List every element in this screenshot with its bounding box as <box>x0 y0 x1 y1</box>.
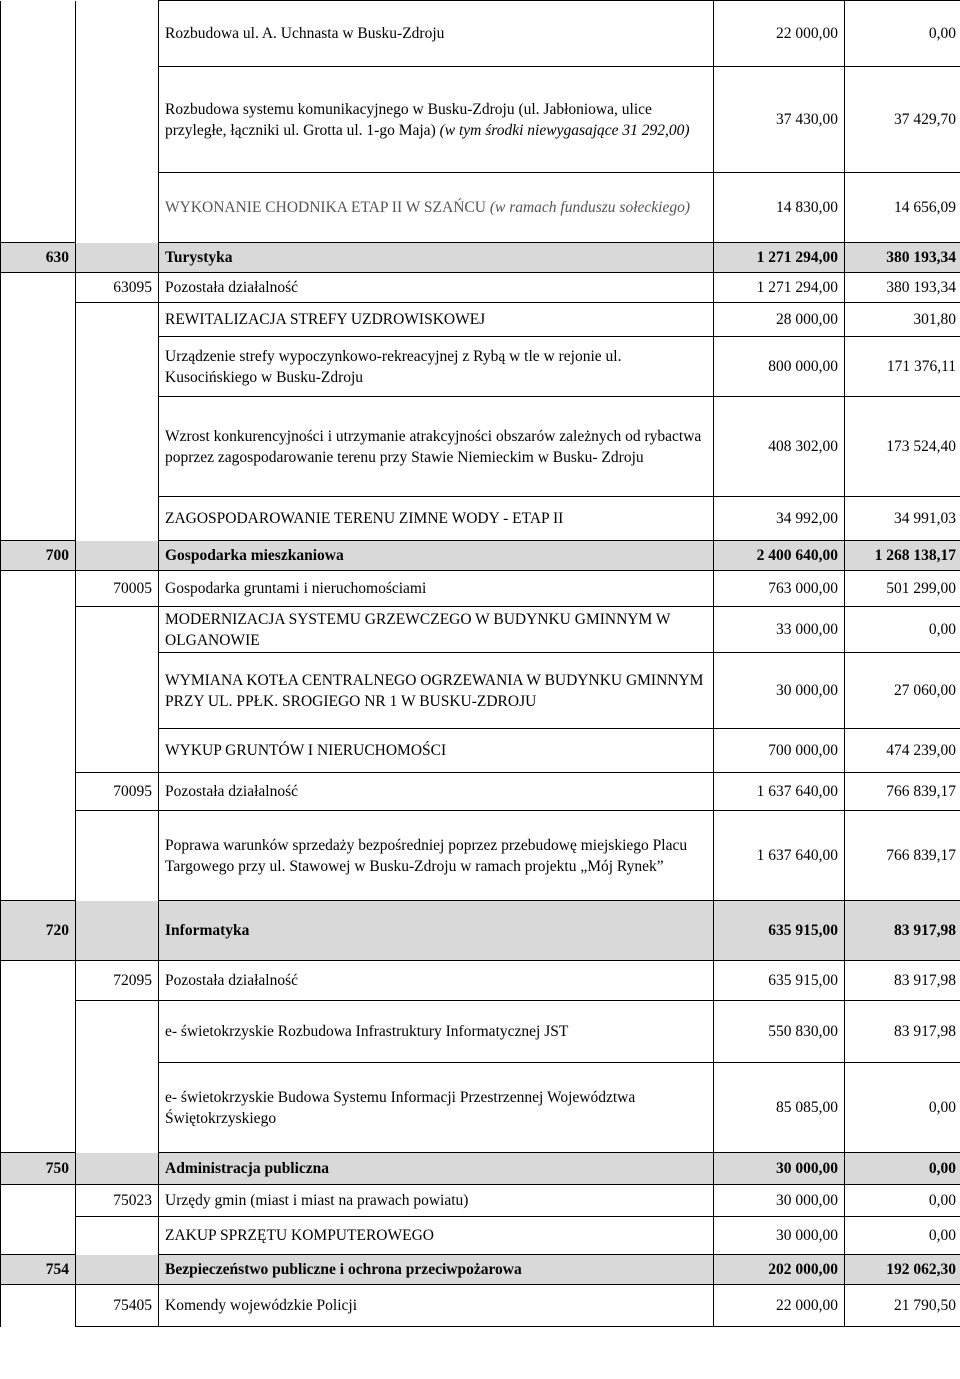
subsection-code <box>76 1063 159 1153</box>
section-row <box>1 243 960 273</box>
item-row <box>1 173 960 243</box>
section-code <box>1 773 76 811</box>
executed-amount: 37 429,70 <box>845 67 960 173</box>
subsection-row <box>1 571 960 607</box>
item-name <box>159 273 714 303</box>
plan-amount: 22 000,00 <box>714 1285 845 1327</box>
item-name-text: Bezpieczeństwo publiczne i ochrona przeciwpożarowa <box>165 1261 522 1278</box>
subsection-code: 70095 <box>76 773 159 811</box>
plan-amount: 30 000,00 <box>714 653 845 729</box>
plan-amount: 1 637 640,00 <box>714 811 845 901</box>
section-code <box>1 1 76 67</box>
item-name-text: e- świetokrzyskie Budowa Systemu Informacji Przestrzennej Województwa Świętokrzyskiego <box>165 1088 636 1127</box>
item-name <box>159 243 714 273</box>
item-name <box>159 1285 714 1327</box>
subsection-row <box>1 773 960 811</box>
subsection-code <box>76 901 159 961</box>
plan-amount: 33 000,00 <box>714 607 845 653</box>
item-name-text: Pozostała działalność <box>165 972 298 989</box>
executed-amount: 474 239,00 <box>845 729 960 773</box>
item-row <box>1 337 960 397</box>
executed-amount: 0,00 <box>845 1 960 67</box>
subsection-code <box>76 303 159 337</box>
item-name <box>159 497 714 541</box>
item-name <box>159 901 714 961</box>
item-row <box>1 1 960 67</box>
section-code <box>1 961 76 1001</box>
item-name <box>159 1217 714 1255</box>
executed-amount: 766 839,17 <box>845 811 960 901</box>
executed-amount: 34 991,03 <box>845 497 960 541</box>
item-name-text: MODERNIZACJA SYSTEMU GRZEWCZEGO W BUDYNKU GMINNYM W OLGANOWIE <box>165 610 671 649</box>
plan-amount: 700 000,00 <box>714 729 845 773</box>
executed-amount: 301,80 <box>845 303 960 337</box>
subsection-code: 70005 <box>76 571 159 607</box>
executed-amount: 1 268 138,17 <box>845 541 960 571</box>
subsection-code <box>76 1 159 67</box>
section-code <box>1 811 76 901</box>
subsection-code <box>76 1255 159 1285</box>
executed-amount: 501 299,00 <box>845 571 960 607</box>
plan-amount: 1 271 294,00 <box>714 273 845 303</box>
executed-amount: 173 524,40 <box>845 397 960 497</box>
item-name-text: Administracja publiczna <box>165 1160 330 1177</box>
item-row <box>1 811 960 901</box>
plan-amount: 635 915,00 <box>714 901 845 961</box>
item-name-text: e- świetokrzyskie Rozbudowa Infrastruktury Informatycznej JST <box>165 1023 569 1040</box>
plan-amount: 28 000,00 <box>714 303 845 337</box>
section-row <box>1 1255 960 1285</box>
executed-amount: 0,00 <box>845 1063 960 1153</box>
plan-amount: 635 915,00 <box>714 961 845 1001</box>
subsection-code <box>76 729 159 773</box>
section-code <box>1 729 76 773</box>
section-code <box>1 397 76 497</box>
item-row <box>1 303 960 337</box>
section-code <box>1 1217 76 1255</box>
plan-amount: 30 000,00 <box>714 1153 845 1185</box>
plan-amount: 85 085,00 <box>714 1063 845 1153</box>
section-code: 754 <box>1 1255 76 1285</box>
executed-amount: 83 917,98 <box>845 901 960 961</box>
plan-amount: 34 992,00 <box>714 497 845 541</box>
item-name <box>159 571 714 607</box>
item-note: (w tym środki niewygasające 31 292,00) <box>439 121 690 139</box>
section-code <box>1 607 76 653</box>
item-row <box>1 1217 960 1255</box>
section-code: 700 <box>1 541 76 571</box>
executed-amount: 380 193,34 <box>845 273 960 303</box>
subsection-code <box>76 607 159 653</box>
subsection-code <box>76 397 159 497</box>
plan-amount: 30 000,00 <box>714 1185 845 1217</box>
item-name-text: WYKUP GRUNTÓW I NIERUCHOMOŚCI <box>165 742 447 759</box>
section-code <box>1 337 76 397</box>
plan-amount: 14 830,00 <box>714 173 845 243</box>
plan-amount: 202 000,00 <box>714 1255 845 1285</box>
executed-amount: 171 376,11 <box>845 337 960 397</box>
section-code <box>1 173 76 243</box>
item-name-text: ZAGOSPODAROWANIE TERENU ZIMNE WODY - ETAP II <box>165 510 564 527</box>
item-name <box>159 1001 714 1063</box>
plan-amount: 1 637 640,00 <box>714 773 845 811</box>
item-row <box>1 397 960 497</box>
item-name-text: Rozbudowa ul. A. Uchnasta w Busku-Zdroju <box>165 25 445 42</box>
section-code <box>1 653 76 729</box>
subsection-code <box>76 1217 159 1255</box>
section-code <box>1 1285 76 1327</box>
item-row <box>1 497 960 541</box>
subsection-code <box>76 173 159 243</box>
plan-amount: 30 000,00 <box>714 1217 845 1255</box>
section-code <box>1 303 76 337</box>
item-name <box>159 773 714 811</box>
subsection-code: 75023 <box>76 1185 159 1217</box>
subsection-code <box>76 541 159 571</box>
section-code <box>1 571 76 607</box>
executed-amount: 380 193,34 <box>845 243 960 273</box>
item-note: (w ramach funduszu sołeckiego) <box>489 199 690 216</box>
item-name-text: Turystyka <box>165 249 233 266</box>
item-name <box>159 1063 714 1153</box>
executed-amount: 83 917,98 <box>845 961 960 1001</box>
subsection-code <box>76 243 159 273</box>
plan-amount: 22 000,00 <box>714 1 845 67</box>
item-name-text: Komendy wojewódzkie Policji <box>165 1297 357 1314</box>
item-name-text: Gospodarka mieszkaniowa <box>165 547 344 564</box>
item-row <box>1 729 960 773</box>
item-name <box>159 337 714 397</box>
item-name <box>159 397 714 497</box>
section-code <box>1 1063 76 1153</box>
item-row <box>1 607 960 653</box>
executed-amount: 192 062,30 <box>845 1255 960 1285</box>
item-name-text: Pozostała działalność <box>165 783 298 800</box>
item-name-text: Urzędy gmin (miast i miast na prawach powiatu) <box>165 1192 469 1209</box>
item-name <box>159 1185 714 1217</box>
item-name <box>159 811 714 901</box>
plan-amount: 763 000,00 <box>714 571 845 607</box>
item-name-text: WYKONANIE CHODNIKA ETAP II W SZAŃCU <box>165 199 486 216</box>
executed-amount: 0,00 <box>845 1217 960 1255</box>
item-row <box>1 653 960 729</box>
section-code: 720 <box>1 901 76 961</box>
item-row <box>1 1063 960 1153</box>
section-row <box>1 1153 960 1185</box>
executed-amount: 21 790,50 <box>845 1285 960 1327</box>
subsection-row <box>1 1185 960 1217</box>
item-name-text: Gospodarka gruntami i nieruchomościami <box>165 580 427 597</box>
item-name-text: Informatyka <box>165 922 250 939</box>
subsection-code <box>76 497 159 541</box>
section-code <box>1 497 76 541</box>
subsection-code: 75405 <box>76 1285 159 1327</box>
item-name <box>159 1153 714 1185</box>
executed-amount: 0,00 <box>845 1153 960 1185</box>
item-name <box>159 607 714 653</box>
plan-amount: 408 302,00 <box>714 397 845 497</box>
subsection-row <box>1 273 960 303</box>
subsection-code <box>76 1001 159 1063</box>
item-name <box>159 541 714 571</box>
item-row <box>1 1001 960 1063</box>
section-row <box>1 901 960 961</box>
section-code <box>1 273 76 303</box>
item-name <box>159 961 714 1001</box>
section-code: 750 <box>1 1153 76 1185</box>
subsection-row <box>1 961 960 1001</box>
item-name-text: Urządzenie strefy wypoczynkowo-rekreacyjnej z Rybą w tle w rejonie ul. Kusocińskiego w Busku-Zdroju <box>165 347 622 386</box>
item-name-text: ZAKUP SPRZĘTU KOMPUTEROWEGO <box>165 1227 434 1244</box>
section-code <box>1 67 76 173</box>
item-name-text: Wzrost konkurencyjności i utrzymanie atrakcyjności obszarów zależnych od rybactwa poprzez zagospodarowanie terenu przy Stawie Niemieckim w Busku- Zdroju <box>165 427 702 466</box>
plan-amount: 1 271 294,00 <box>714 243 845 273</box>
item-name-text: WYMIANA KOTŁA CENTRALNEGO OGRZEWANIA W BUDYNKU GMINNYM PRZY UL. PPŁK. SROGIEGO NR 1 W BUSKU-ZDROJU <box>165 671 704 710</box>
item-name <box>159 729 714 773</box>
item-name <box>159 173 714 243</box>
section-code <box>1 1185 76 1217</box>
item-name <box>159 1255 714 1285</box>
section-code <box>1 1001 76 1063</box>
item-name-text: Pozostała działalność <box>165 279 298 296</box>
plan-amount: 800 000,00 <box>714 337 845 397</box>
item-name-text: REWITALIZACJA STREFY UZDROWISKOWEJ <box>165 311 486 328</box>
item-name <box>159 1 714 67</box>
item-name <box>159 653 714 729</box>
section-row <box>1 541 960 571</box>
executed-amount: 14 656,09 <box>845 173 960 243</box>
executed-amount: 766 839,17 <box>845 773 960 811</box>
item-name-text: Rozbudowa systemu komunikacyjnego w Busku-Zdroju (ul. Jabłoniowa, ulice przyległe, łączniki ul. Grotta ul. 1-go Maja) <box>165 100 652 139</box>
section-code: 630 <box>1 243 76 273</box>
subsection-code <box>76 1153 159 1185</box>
subsection-code <box>76 811 159 901</box>
executed-amount: 83 917,98 <box>845 1001 960 1063</box>
item-name <box>159 303 714 337</box>
subsection-code <box>76 67 159 173</box>
plan-amount: 2 400 640,00 <box>714 541 845 571</box>
subsection-code <box>76 653 159 729</box>
subsection-code: 72095 <box>76 961 159 1001</box>
executed-amount: 0,00 <box>845 1185 960 1217</box>
plan-amount: 37 430,00 <box>714 67 845 173</box>
subsection-code <box>76 337 159 397</box>
item-name <box>159 67 714 173</box>
subsection-code: 63095 <box>76 273 159 303</box>
executed-amount: 0,00 <box>845 607 960 653</box>
executed-amount: 27 060,00 <box>845 653 960 729</box>
plan-amount: 550 830,00 <box>714 1001 845 1063</box>
item-row <box>1 67 960 173</box>
subsection-row <box>1 1285 960 1327</box>
item-name-text: Poprawa warunków sprzedaży bezpośredniej poprzez przebudowę miejskiego Placu Targowego przy ul. Stawowej w Busku-Zdroju w ramach projektu „Mój Rynek” <box>165 836 688 875</box>
